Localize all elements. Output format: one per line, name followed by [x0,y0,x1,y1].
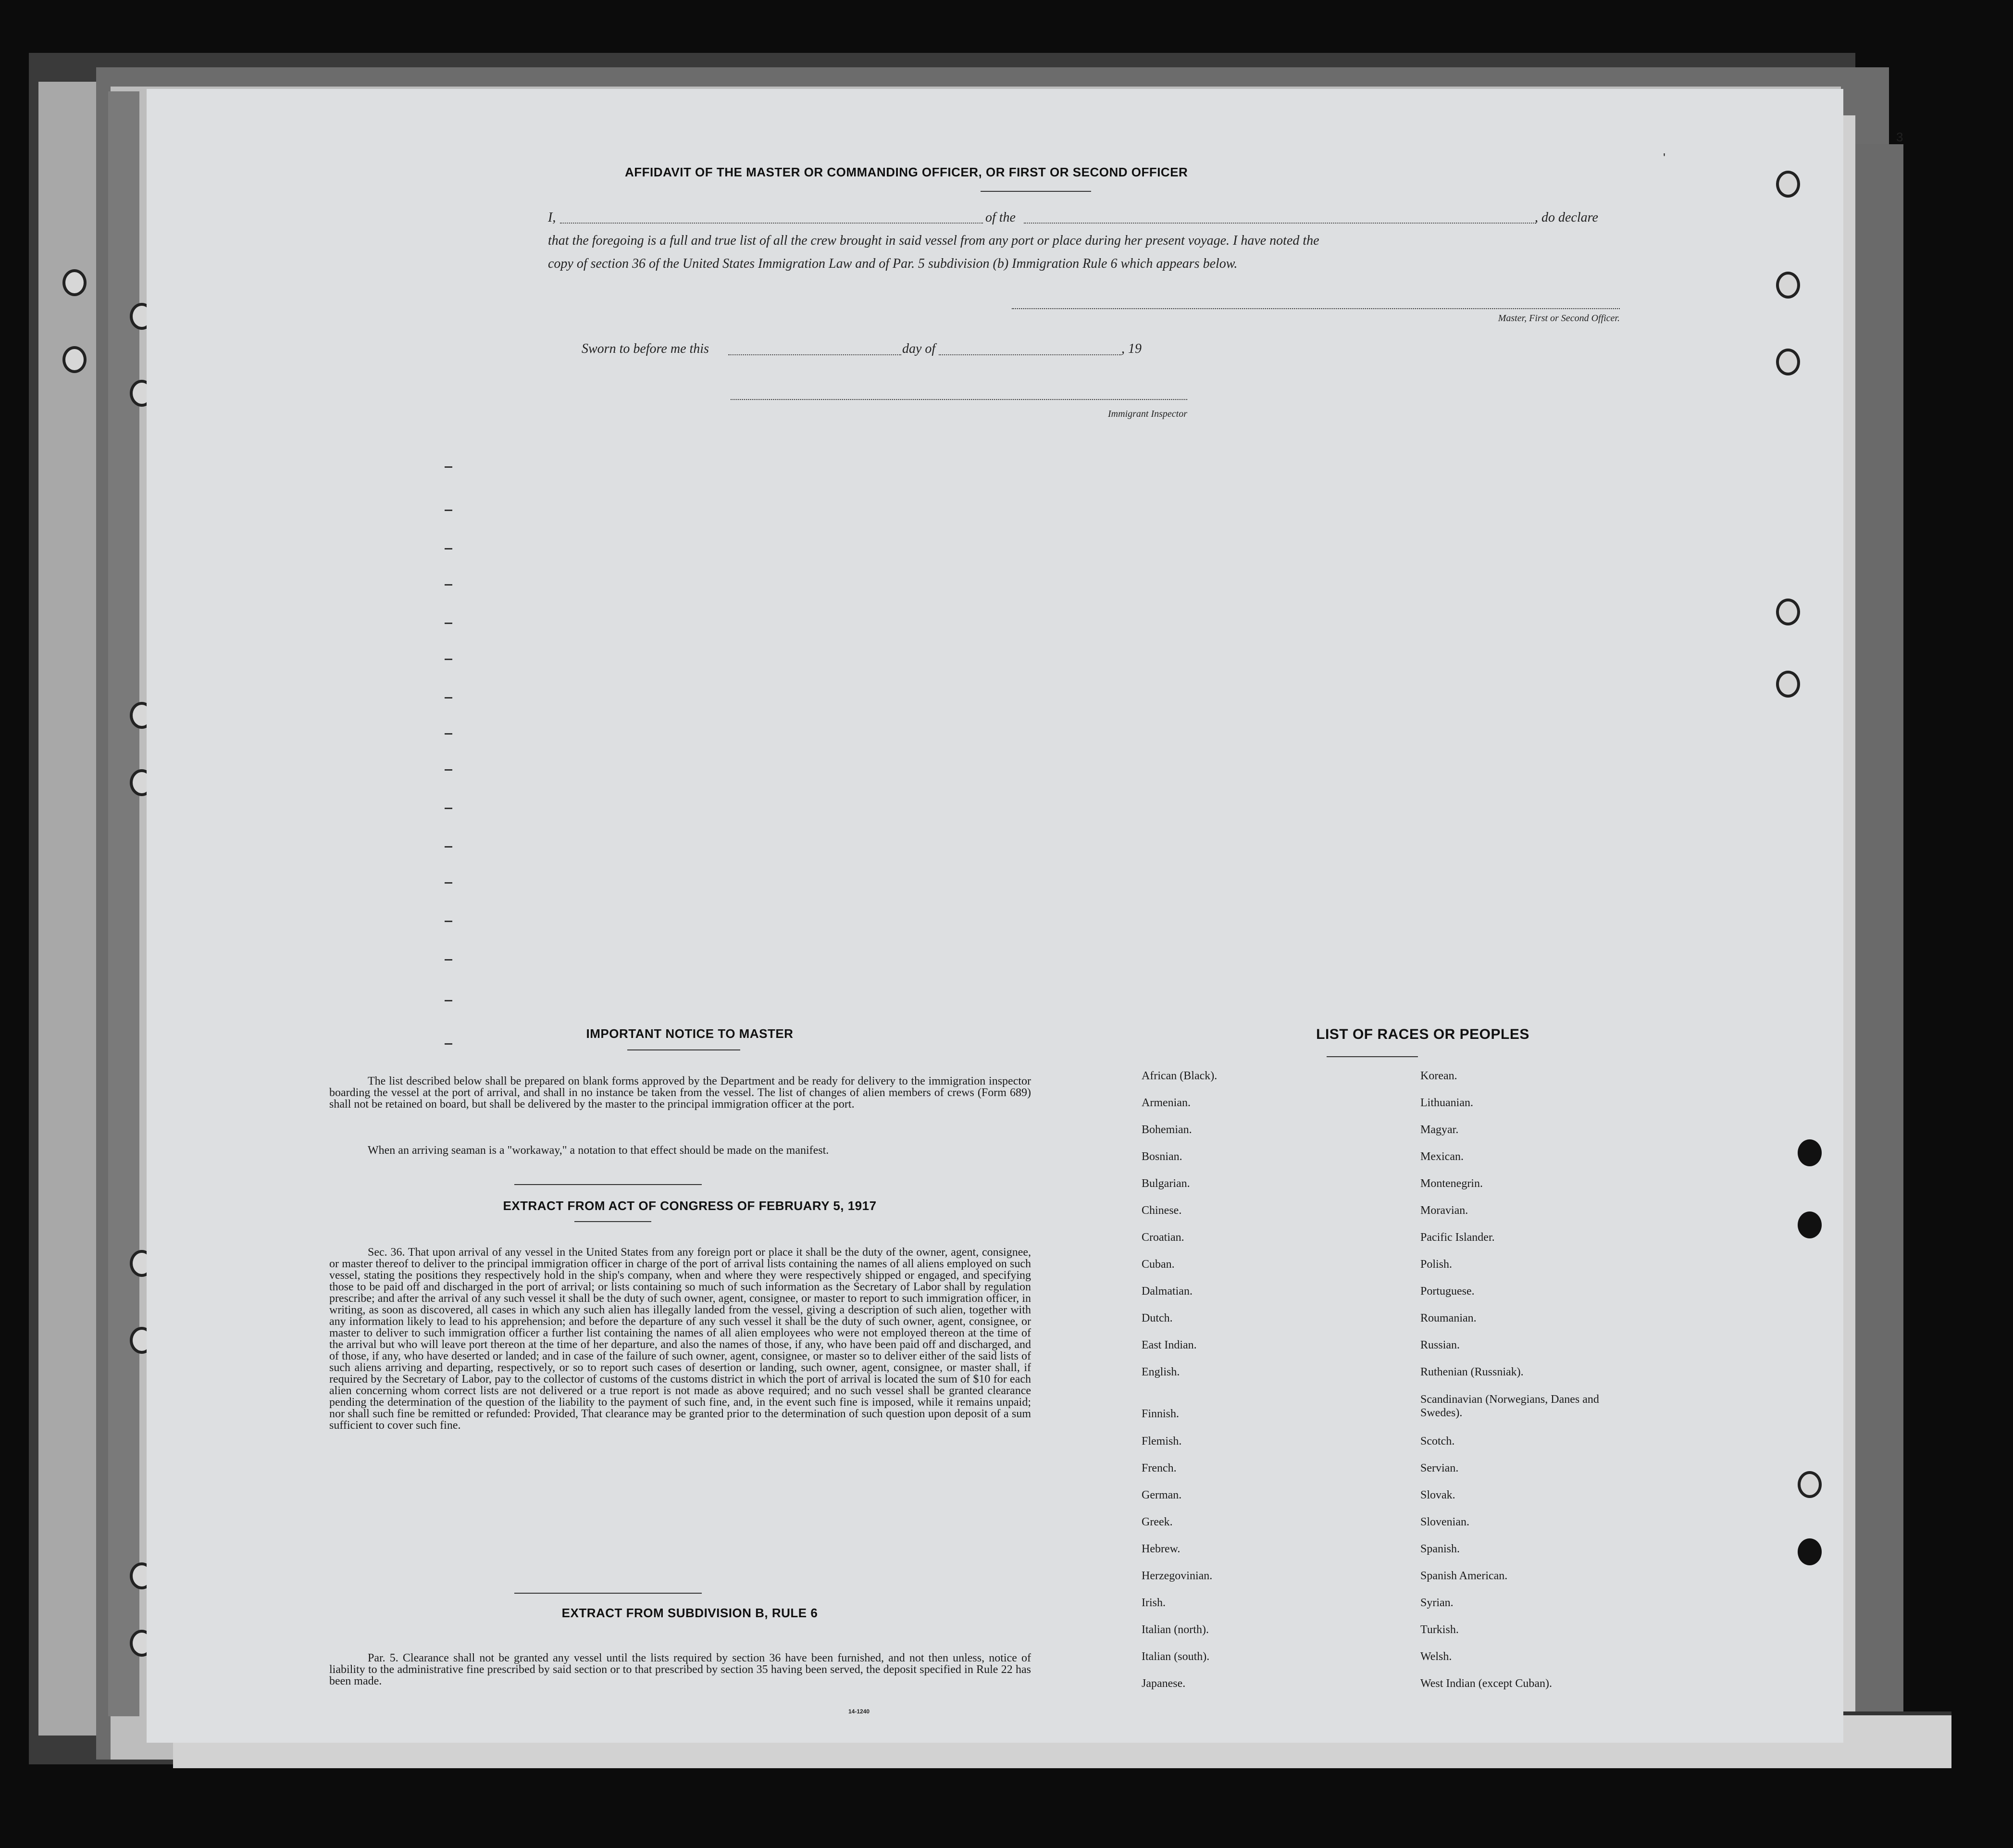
race-item: Polish. [1420,1258,1453,1271]
corner-tick-mark: ' [1663,150,1665,165]
vessel-blank-line [1024,223,1536,224]
margin-dash [445,1043,452,1045]
margin-dash [445,882,452,884]
race-item: Montenegrin. [1420,1177,1483,1190]
inspector-label: Immigrant Inspector [1108,409,1187,419]
sworn-month-blank [939,354,1121,355]
sworn-year-label: , 19 [1121,341,1142,356]
race-item: African (Black). [1142,1070,1218,1082]
sworn-day-blank [728,354,901,355]
race-item: Spanish American. [1420,1570,1508,1582]
races-right-column [1420,1070,1690,1704]
notice-body: The list described below shall be prepared on blank forms approved by the Department and be ready for delivery to the immigration inspector boarding the vessel at the port of arrival, and shall in no instance be taken from the vessel. The list of changes of alien members of crews (Form 689) shall not be retained on board, but shall be delivered by the master to the principal immigration officer at the port. [329,1075,1031,1111]
race-item: Korean. [1420,1070,1457,1082]
race-item: French. [1142,1462,1177,1474]
affidavit-line3: copy of section 36 of the United States Immigration Law and of Par. 5 subdivision (b) Immigration Rule 6 which appears below. [548,256,1238,271]
title-underline [981,191,1091,192]
margin-dash [445,959,452,961]
binding-hole-icon [62,346,87,373]
margin-dash [445,1000,452,1001]
page-corner-number: 3 [1896,130,1903,144]
margin-dash [445,510,452,511]
rule-extract-body: Par. 5. Clearance shall not be granted any vessel until the lists required by section 36 have been furnished, and not then unless, notice of liability to the administrative fine prescribed by said section or to that prescribed by section 35 having been served, the deposit specified in Rule 22 has been made. [329,1652,1031,1687]
race-item: Bulgarian. [1142,1177,1190,1190]
binding-hole-icon [1798,1538,1822,1565]
race-item: Scotch. [1420,1435,1455,1448]
race-item: Portuguese. [1420,1285,1475,1298]
sworn-prefix: Sworn to before me this [582,341,709,356]
race-item: English. [1142,1366,1180,1378]
left-binding-strip [108,91,139,1716]
signature-label: Master, First or Second Officer. [1498,313,1620,324]
race-item: West Indian (except Cuban). [1420,1677,1552,1690]
margin-dash [445,659,452,660]
race-item: Irish. [1142,1597,1166,1609]
binding-hole-icon [1798,1139,1822,1166]
section-divider [514,1593,702,1594]
race-item: East Indian. [1142,1339,1197,1351]
race-item: Italian (north). [1142,1623,1209,1636]
race-item: Croatian. [1142,1231,1184,1244]
race-item: Mexican. [1420,1150,1464,1163]
margin-dash [445,584,452,586]
binding-hole-icon [1776,349,1800,375]
margin-dash [445,808,452,809]
race-item: Ruthenian (Russniak). [1420,1366,1524,1378]
race-item: Lithuanian. [1420,1097,1473,1109]
sworn-day-label: day of [902,341,936,356]
race-item: Welsh. [1420,1650,1452,1663]
race-item: Chinese. [1142,1204,1182,1217]
race-item: Cuban. [1142,1258,1175,1271]
margin-dash [445,466,452,468]
race-item: Italian (south). [1142,1650,1210,1663]
race-item: Flemish. [1142,1435,1182,1448]
race-item: Turkish. [1420,1623,1459,1636]
race-item: German. [1142,1489,1182,1501]
race-item: Finnish. [1142,1408,1180,1420]
race-item: Roumanian. [1420,1312,1477,1324]
binding-hole-icon [1776,171,1800,198]
race-item: Slovak. [1420,1489,1455,1501]
name-blank-line [560,223,983,224]
race-item: Spanish. [1420,1543,1460,1555]
race-item: Scandinavian (Norwegians, Danes and Swedes). [1420,1393,1599,1419]
affidavit-title: AFFIDAVIT OF THE MASTER OR COMMANDING OFFICER, OR FIRST OR SECOND OFFICER [625,165,1188,179]
form-code: 14-1240 [848,1708,870,1715]
binding-hole-icon [1776,272,1800,299]
signature-line [1012,308,1620,309]
race-item: Pacific Islander. [1420,1231,1495,1244]
race-item: Hebrew. [1142,1543,1180,1555]
rule-extract-title: EXTRACT FROM SUBDIVISION B, RULE 6 [561,1606,818,1620]
margin-dash [445,846,452,848]
binding-hole-icon [62,269,87,296]
margin-dash [445,697,452,699]
race-item: Slovenian. [1420,1516,1469,1528]
affidavit-line1-end: , do declare [1535,210,1598,225]
margin-dash [445,623,452,624]
notice-underline [627,1049,740,1050]
race-item: Herzegovinian. [1142,1570,1213,1582]
margin-dash [445,733,452,735]
affidavit-line1-mid: of the [985,210,1016,225]
race-item: Greek. [1142,1516,1173,1528]
races-left-column [1142,1070,1382,1704]
act-title-underline [574,1221,651,1222]
margin-dash [445,548,452,549]
races-title: LIST OF RACES OR PEOPLES [1316,1026,1529,1042]
margin-dash [445,769,452,771]
race-item: Armenian. [1142,1097,1191,1109]
races-title-underline [1327,1056,1418,1057]
inspector-signature-line [731,399,1187,400]
section-divider [514,1184,702,1185]
race-item: Bosnian. [1142,1150,1182,1163]
race-item: Japanese. [1142,1677,1186,1690]
race-item: Moravian. [1420,1204,1468,1217]
affidavit-line1-prefix: I, [548,210,556,225]
binding-hole-icon [1776,671,1800,698]
race-item: Syrian. [1420,1597,1454,1609]
race-item: Magyar. [1420,1124,1459,1136]
act-extract-body: Sec. 36. That upon arrival of any vessel in the United States from any foreign port or place it shall be the duty of the owner, agent, consignee, or master thereof to deliver to the principal immigration officer in charge of the port of arrival lists containing the names of all aliens employed on such vessel, stating the positions they respectively hold in the ship's company, when and where they were respectively shipped or engaged, and specifying those to be paid off and discharged in the port of arrival; or lists containing so much of such information as the Secretary of Labor shall by regulation prescribe; and after the arrival of any such vessel it shall be the duty of such owner, agent, consignee, or master to report to such immigration officer, in writing, as soon as discovered, all cases in which any such alien has illegally landed from the vessel, giving a description of such alien, together with any information likely to lead to his apprehension; and before the departure of any such vessel it shall be the duty of such owner, agent, consignee, or master to deliver to such immigration officer a further list containing the names of all alien employees who were not employed thereon at the time of the arrival but who will leave port thereon at the time of her departure, and also the names of those, if any, who have been paid off and discharged, and of those, if any, who have deserted or landed; and in case of the failure of such owner, agent, consignee, or master so to deliver either of the said lists of such aliens arriving and departing, respectively, or so to report such cases of desertion or landing, such owner, agent, consignee, or master shall, if required by the Secretary of Labor, pay to the collector of customs of the customs district in which the port of arrival is located the sum of $10 for each alien concerning whom correct lists are not delivered or a true report is not made as above required; and no such vessel shall be granted clearance pending the determination of the question of the liability to the payment of such fine, and, in the event such fine is imposed, while it remains unpaid; nor shall such fine be remitted or refunded: Provided, That clearance may be granted prior to the determination of such question upon deposit of a sum sufficient to cover such fine. [329,1246,1031,1432]
race-item: Dutch. [1142,1312,1173,1324]
affidavit-line2: that the foregoing is a full and true list of all the crew brought in said vessel from any port or place during her present voyage. I have noted the [548,233,1319,248]
race-item: Servian. [1420,1462,1459,1474]
binding-hole-icon [1776,599,1800,625]
race-item: Bohemian. [1142,1124,1192,1136]
race-item: Russian. [1420,1339,1460,1351]
binding-hole-icon [1798,1211,1822,1238]
act-extract-title: EXTRACT FROM ACT OF CONGRESS OF FEBRUARY 5, 1917 [503,1199,877,1213]
notice-title: IMPORTANT NOTICE TO MASTER [586,1026,794,1041]
race-item: Dalmatian. [1142,1285,1193,1298]
margin-dash [445,921,452,922]
notice-body-2: When an arriving seaman is a "workaway," a notation to that effect should be made on the manifest. [368,1144,829,1157]
form-page [147,89,1903,1743]
binding-hole-icon [1798,1471,1822,1498]
